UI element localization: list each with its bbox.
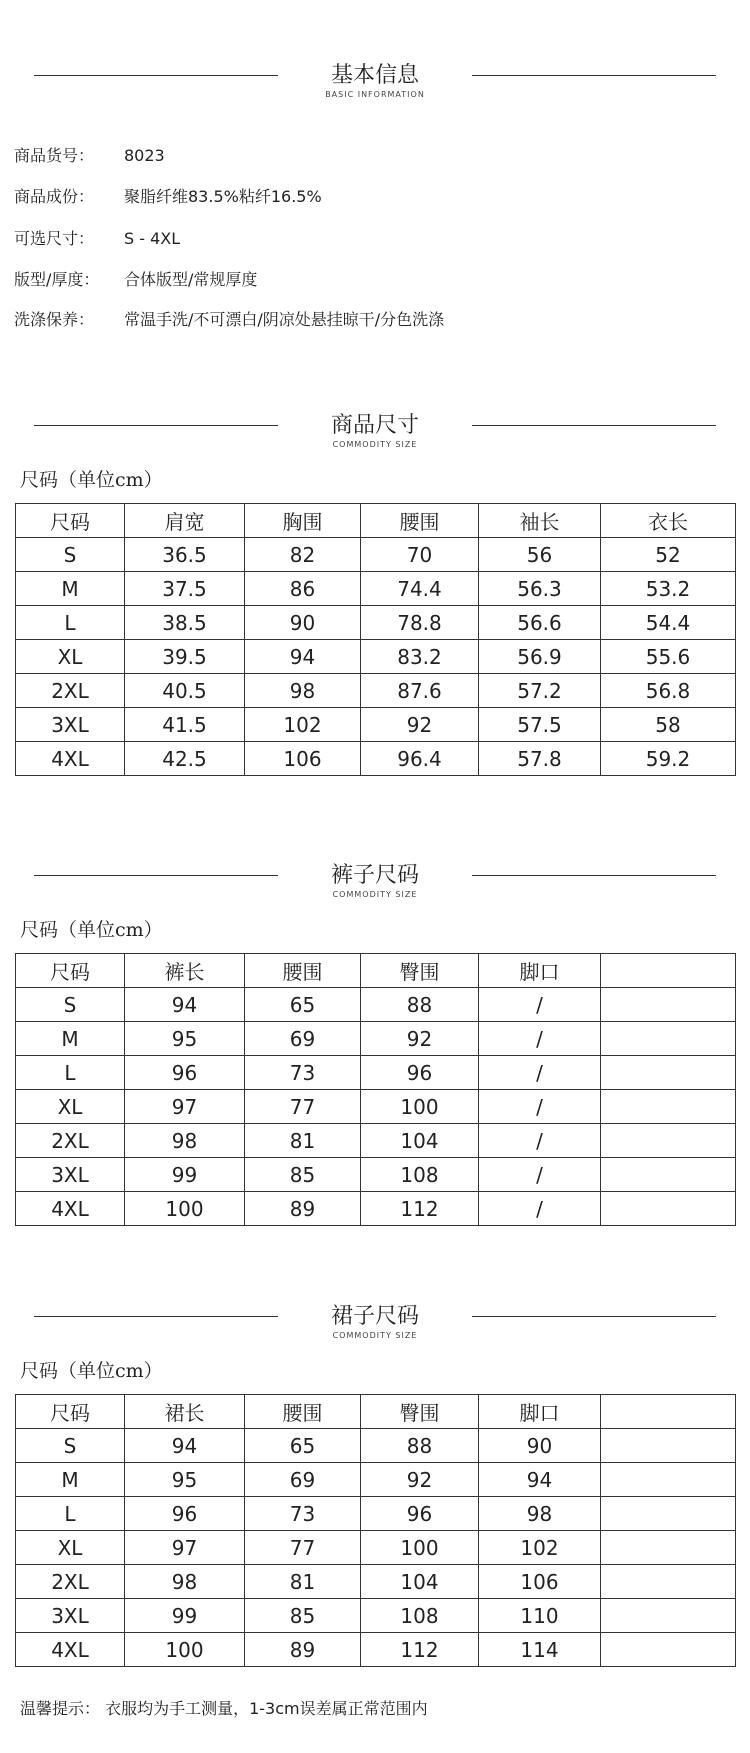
table-row xyxy=(16,1599,736,1633)
table-cell: 86 xyxy=(245,572,361,606)
table-cell: 69 xyxy=(245,1022,361,1056)
table-cell: 78.8 xyxy=(361,606,479,640)
table-cell: 99 xyxy=(125,1158,245,1192)
table-cell: 100 xyxy=(125,1633,245,1667)
unit-label: 尺码（单位cm） xyxy=(20,919,163,941)
table-cell: / xyxy=(479,1056,601,1090)
header-cell: 脚口 xyxy=(479,1395,601,1429)
info-row-care xyxy=(14,308,444,332)
table-cell xyxy=(601,1022,736,1056)
table-cell: 97 xyxy=(125,1090,245,1124)
table-row xyxy=(16,1090,736,1124)
unit-label: 尺码（单位cm） xyxy=(20,469,163,491)
top-size-table xyxy=(15,503,736,776)
table-cell: 98 xyxy=(245,674,361,708)
header-cell: 裙长 xyxy=(125,1395,245,1429)
table-row xyxy=(16,1633,736,1667)
table-cell: 73 xyxy=(245,1497,361,1531)
table-cell: 57.2 xyxy=(479,674,601,708)
skirt-size-header xyxy=(0,1305,750,1349)
table-header-row xyxy=(16,1395,736,1429)
table-cell: 104 xyxy=(361,1124,479,1158)
table-cell: 90 xyxy=(245,606,361,640)
table-cell: 42.5 xyxy=(125,742,245,776)
table-cell: 3XL xyxy=(16,1599,125,1633)
table-cell: 54.4 xyxy=(601,606,736,640)
info-row-material xyxy=(14,185,322,209)
table-cell xyxy=(601,1463,736,1497)
table-cell: S xyxy=(16,1429,125,1463)
table-cell: 40.5 xyxy=(125,674,245,708)
table-row xyxy=(16,1192,736,1226)
table-cell: 96 xyxy=(125,1497,245,1531)
table-cell: 74.4 xyxy=(361,572,479,606)
info-label: 可选尺寸： xyxy=(14,229,95,248)
table-cell: 95 xyxy=(125,1022,245,1056)
table-row xyxy=(16,1429,736,1463)
table-cell: XL xyxy=(16,1531,125,1565)
header-cell: 尺码 xyxy=(16,504,125,538)
table-cell: 65 xyxy=(245,988,361,1022)
table-cell: 102 xyxy=(245,708,361,742)
table-cell: 98 xyxy=(479,1497,601,1531)
table-cell: 55.6 xyxy=(601,640,736,674)
header-cell: 尺码 xyxy=(16,954,125,988)
table-row xyxy=(16,1463,736,1497)
table-cell xyxy=(601,1090,736,1124)
table-cell: 94 xyxy=(125,1429,245,1463)
table-row xyxy=(16,708,736,742)
table-cell: 99 xyxy=(125,1599,245,1633)
basic-info-header xyxy=(0,64,750,108)
table-cell: 81 xyxy=(245,1565,361,1599)
table-row xyxy=(16,606,736,640)
table-cell: / xyxy=(479,1158,601,1192)
table-cell: 96 xyxy=(361,1497,479,1531)
table-row xyxy=(16,1158,736,1192)
table-cell: S xyxy=(16,988,125,1022)
info-label: 洗涤保养： xyxy=(14,310,95,329)
section-subtitle: COMMODITY SIZE xyxy=(332,890,418,899)
skirt-size-table xyxy=(15,1394,736,1667)
table-row xyxy=(16,1124,736,1158)
table-cell: 110 xyxy=(479,1599,601,1633)
table-cell: 96.4 xyxy=(361,742,479,776)
table-row xyxy=(16,1565,736,1599)
table-cell xyxy=(601,1497,736,1531)
section-title: 商品尺寸 xyxy=(330,413,419,438)
table-cell: 92 xyxy=(361,1463,479,1497)
table-cell: L xyxy=(16,606,125,640)
section-subtitle: BASIC INFORMATION xyxy=(325,90,425,99)
info-label: 商品货号： xyxy=(14,146,95,165)
table-cell: 57.8 xyxy=(479,742,601,776)
table-cell: 56.3 xyxy=(479,572,601,606)
table-cell: 100 xyxy=(361,1531,479,1565)
table-cell: 85 xyxy=(245,1599,361,1633)
info-value: 8023 xyxy=(124,146,165,165)
table-cell: 69 xyxy=(245,1463,361,1497)
table-cell: 89 xyxy=(245,1633,361,1667)
unit-label: 尺码（单位cm） xyxy=(20,1360,163,1382)
table-cell: 56.9 xyxy=(479,640,601,674)
table-cell: 96 xyxy=(125,1056,245,1090)
table-cell: 92 xyxy=(361,708,479,742)
table-cell: M xyxy=(16,572,125,606)
table-cell: 38.5 xyxy=(125,606,245,640)
table-cell: 2XL xyxy=(16,674,125,708)
info-row-fit xyxy=(14,268,257,292)
header-cell: 腰围 xyxy=(245,954,361,988)
table-cell: 57.5 xyxy=(479,708,601,742)
table-cell: 108 xyxy=(361,1158,479,1192)
table-cell: 82 xyxy=(245,538,361,572)
section-subtitle: COMMODITY SIZE xyxy=(332,440,418,449)
table-cell: 52 xyxy=(601,538,736,572)
table-cell xyxy=(601,1599,736,1633)
table-cell: 100 xyxy=(125,1192,245,1226)
section-title: 裤子尺码 xyxy=(330,863,419,888)
table-cell: 94 xyxy=(245,640,361,674)
table-cell: 3XL xyxy=(16,1158,125,1192)
table-cell: / xyxy=(479,1090,601,1124)
header-cell: 腰围 xyxy=(361,504,479,538)
table-cell: 88 xyxy=(361,988,479,1022)
table-cell xyxy=(601,1633,736,1667)
table-cell: 97 xyxy=(125,1531,245,1565)
info-value: 合体版型/常规厚度 xyxy=(124,270,258,289)
table-cell: 58 xyxy=(601,708,736,742)
table-cell: / xyxy=(479,1124,601,1158)
table-cell: 87.6 xyxy=(361,674,479,708)
section-title: 裙子尺码 xyxy=(330,1304,419,1329)
table-cell xyxy=(601,1124,736,1158)
table-cell xyxy=(601,988,736,1022)
table-cell: 112 xyxy=(361,1633,479,1667)
table-cell: / xyxy=(479,1192,601,1226)
table-cell: 41.5 xyxy=(125,708,245,742)
table-cell: 56.8 xyxy=(601,674,736,708)
table-cell: 114 xyxy=(479,1633,601,1667)
table-cell: 56.6 xyxy=(479,606,601,640)
table-cell: 104 xyxy=(361,1565,479,1599)
table-cell: 65 xyxy=(245,1429,361,1463)
section-subtitle: COMMODITY SIZE xyxy=(332,1331,418,1340)
info-value: 聚脂纤维83.5%粘纤16.5% xyxy=(124,187,322,206)
table-row xyxy=(16,1056,736,1090)
table-cell: 90 xyxy=(479,1429,601,1463)
table-header-row xyxy=(16,954,736,988)
table-cell: M xyxy=(16,1022,125,1056)
table-cell: 95 xyxy=(125,1463,245,1497)
table-cell: 94 xyxy=(479,1463,601,1497)
table-cell: 94 xyxy=(125,988,245,1022)
table-cell: 53.2 xyxy=(601,572,736,606)
table-row xyxy=(16,640,736,674)
header-cell: 胸围 xyxy=(245,504,361,538)
table-cell xyxy=(601,1192,736,1226)
table-cell: 4XL xyxy=(16,742,125,776)
table-cell: 98 xyxy=(125,1124,245,1158)
table-cell: 108 xyxy=(361,1599,479,1633)
table-cell: 2XL xyxy=(16,1565,125,1599)
table-cell: XL xyxy=(16,1090,125,1124)
table-cell: 89 xyxy=(245,1192,361,1226)
table-cell: 4XL xyxy=(16,1633,125,1667)
table-cell: 102 xyxy=(479,1531,601,1565)
info-label: 商品成份： xyxy=(14,187,95,206)
table-cell: 100 xyxy=(361,1090,479,1124)
table-cell: 85 xyxy=(245,1158,361,1192)
table-cell: 36.5 xyxy=(125,538,245,572)
pants-size-header xyxy=(0,864,750,908)
table-cell: 77 xyxy=(245,1090,361,1124)
table-cell: L xyxy=(16,1497,125,1531)
info-row-sizes xyxy=(14,227,180,251)
header-cell: 腰围 xyxy=(245,1395,361,1429)
table-cell: 77 xyxy=(245,1531,361,1565)
table-cell xyxy=(601,1056,736,1090)
header-cell: 裤长 xyxy=(125,954,245,988)
table-cell: 112 xyxy=(361,1192,479,1226)
table-row xyxy=(16,1497,736,1531)
header-cell: 尺码 xyxy=(16,1395,125,1429)
info-row-sku xyxy=(14,144,165,168)
top-size-header xyxy=(0,414,750,458)
table-cell: 2XL xyxy=(16,1124,125,1158)
table-cell: 83.2 xyxy=(361,640,479,674)
section-title: 基本信息 xyxy=(330,63,419,88)
table-cell: 106 xyxy=(245,742,361,776)
header-cell: 衣长 xyxy=(601,504,736,538)
table-cell: 37.5 xyxy=(125,572,245,606)
pants-size-table xyxy=(15,953,736,1226)
table-cell: 73 xyxy=(245,1056,361,1090)
table-cell: 59.2 xyxy=(601,742,736,776)
table-cell: S xyxy=(16,538,125,572)
table-cell xyxy=(601,1158,736,1192)
header-cell xyxy=(601,954,736,988)
table-cell: L xyxy=(16,1056,125,1090)
info-value: 常温手洗/不可漂白/阴凉处悬挂晾干/分色洗涤 xyxy=(124,310,445,329)
table-cell: 39.5 xyxy=(125,640,245,674)
measurement-note: 温馨提示： 衣服均为手工测量，1-3cm误差属正常范围内 xyxy=(20,1699,428,1718)
table-cell: 88 xyxy=(361,1429,479,1463)
table-cell: / xyxy=(479,1022,601,1056)
header-cell: 肩宽 xyxy=(125,504,245,538)
table-cell: 98 xyxy=(125,1565,245,1599)
table-row xyxy=(16,1531,736,1565)
header-cell: 臀围 xyxy=(361,1395,479,1429)
table-cell: 3XL xyxy=(16,708,125,742)
header-cell: 脚口 xyxy=(479,954,601,988)
table-cell: 56 xyxy=(479,538,601,572)
table-row xyxy=(16,742,736,776)
table-cell xyxy=(601,1429,736,1463)
table-cell: M xyxy=(16,1463,125,1497)
table-cell: 106 xyxy=(479,1565,601,1599)
info-label: 版型/厚度： xyxy=(14,270,100,289)
table-cell: 81 xyxy=(245,1124,361,1158)
table-row xyxy=(16,674,736,708)
table-cell: 4XL xyxy=(16,1192,125,1226)
table-row xyxy=(16,572,736,606)
table-cell xyxy=(601,1531,736,1565)
info-value: S - 4XL xyxy=(124,229,181,248)
table-cell: / xyxy=(479,988,601,1022)
table-cell xyxy=(601,1565,736,1599)
header-cell: 臀围 xyxy=(361,954,479,988)
table-cell: 96 xyxy=(361,1056,479,1090)
table-cell: 70 xyxy=(361,538,479,572)
table-cell: XL xyxy=(16,640,125,674)
table-row xyxy=(16,988,736,1022)
header-cell xyxy=(601,1395,736,1429)
table-row xyxy=(16,1022,736,1056)
table-cell: 92 xyxy=(361,1022,479,1056)
header-cell: 袖长 xyxy=(479,504,601,538)
table-row xyxy=(16,538,736,572)
table-header-row xyxy=(16,504,736,538)
